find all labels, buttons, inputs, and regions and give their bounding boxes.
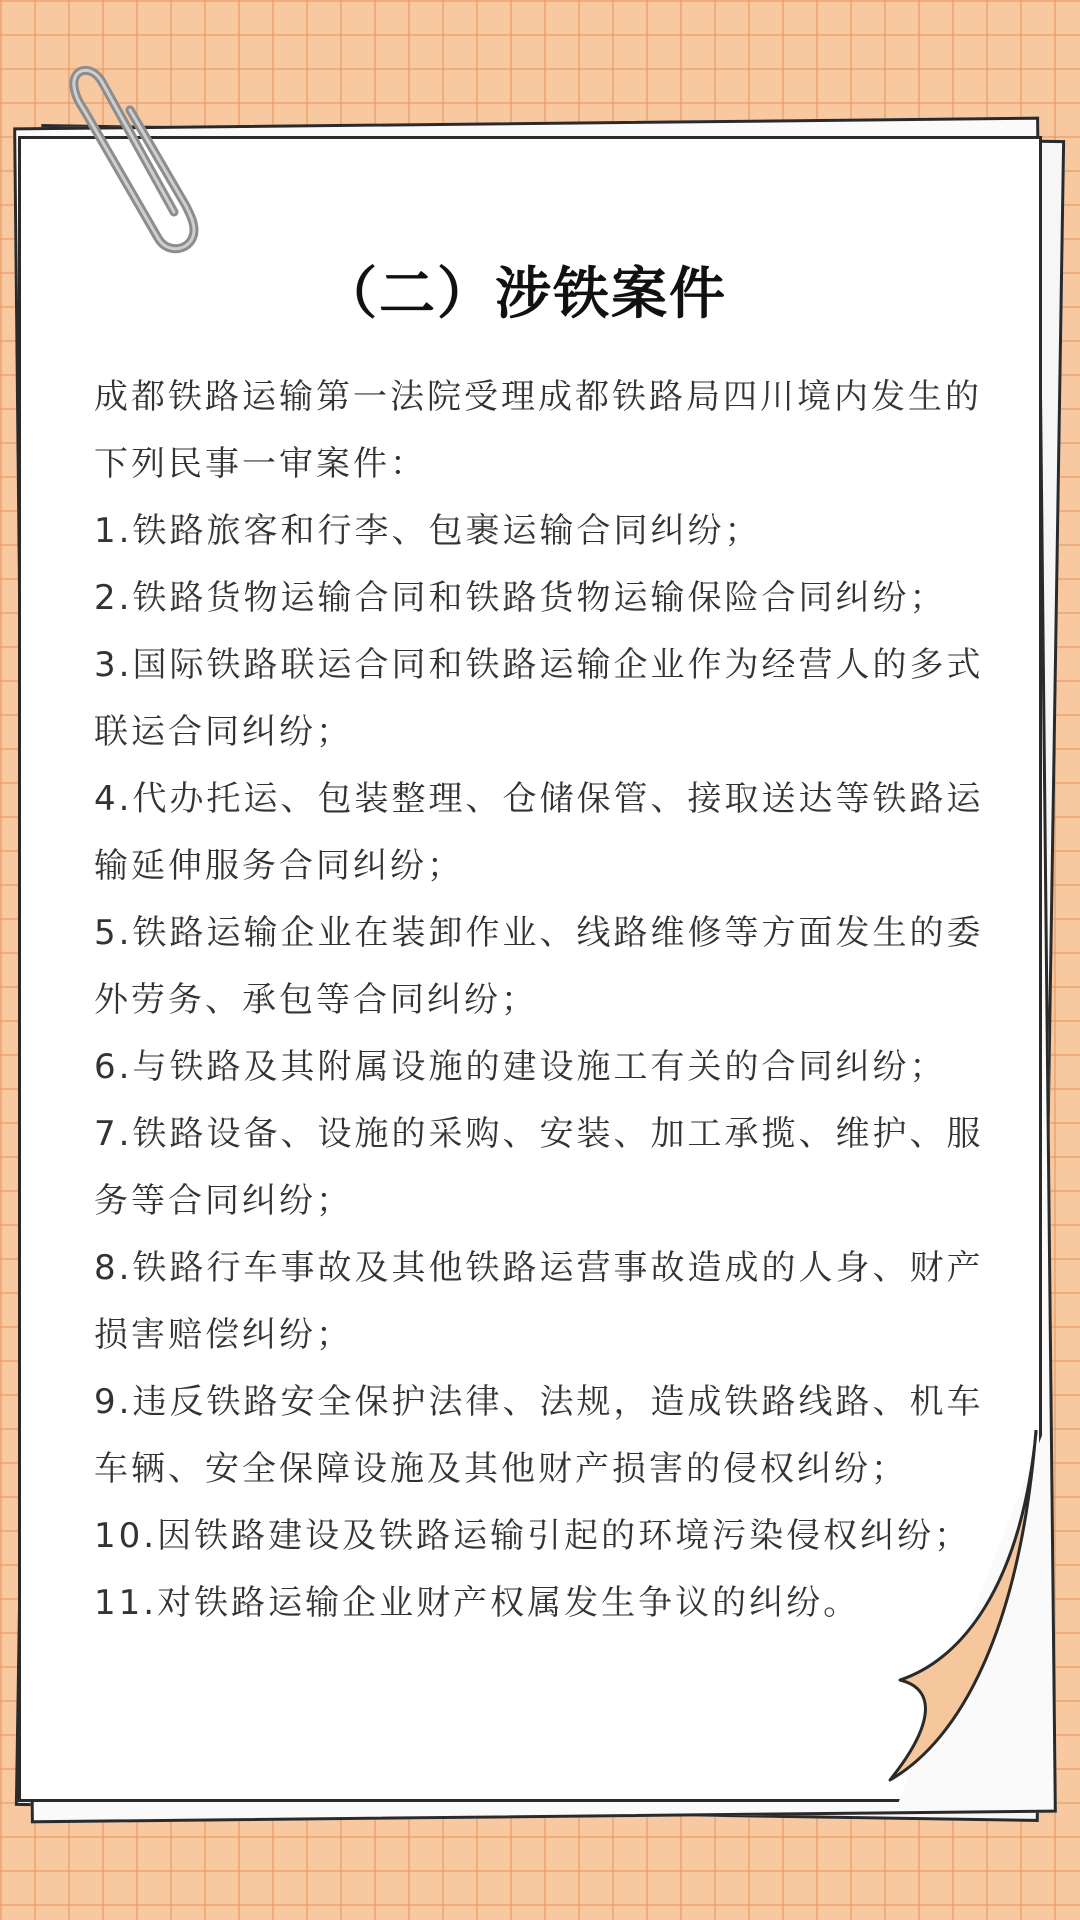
page-title: （二）涉铁案件 (321, 262, 727, 327)
list-item-4: 4.代办托运、包装整理、仓储保管、接取送达等铁路运输延伸服务合同纠纷； (94, 779, 984, 886)
content (94, 250, 994, 1637)
list-item-8: 8.铁路行车事故及其他铁路运营事故造成的人身、财产损害赔偿纠纷； (94, 1248, 984, 1355)
paperclip-icon (62, 52, 212, 262)
list-item-7: 7.铁路设备、设施的采购、安装、加工承揽、维护、服务等合同纠纷； (94, 1114, 984, 1221)
list-item-10: 10.因铁路建设及铁路运输引起的环境污染侵权纠纷； (94, 1516, 972, 1556)
list-item-6: 6.与铁路及其附属设施的建设施工有关的合同纠纷； (94, 1047, 947, 1087)
list-item-11: 11.对铁路运输企业财产权属发生争议的纠纷。 (94, 1583, 861, 1623)
list-item-9: 9.违反铁路安全保护法律、法规，造成铁路线路、机车车辆、安全保障设施及其他财产损害的侵权纠纷； (94, 1382, 984, 1489)
list-item-5: 5.铁路运输企业在装卸作业、线路维修等方面发生的委外劳务、承包等合同纠纷； (94, 913, 984, 1020)
intro-paragraph: 成都铁路运输第一法院受理成都铁路局四川境内发生的下列民事一审案件： (94, 377, 982, 484)
list-item-2: 2.铁路货物运输合同和铁路货物运输保险合同纠纷； (94, 578, 947, 618)
list-item-1: 1.铁路旅客和行李、包裹运输合同纠纷； (94, 511, 762, 551)
list-item-3: 3.国际铁路联运合同和铁路运输企业作为经营人的多式联运合同纠纷； (94, 645, 984, 752)
